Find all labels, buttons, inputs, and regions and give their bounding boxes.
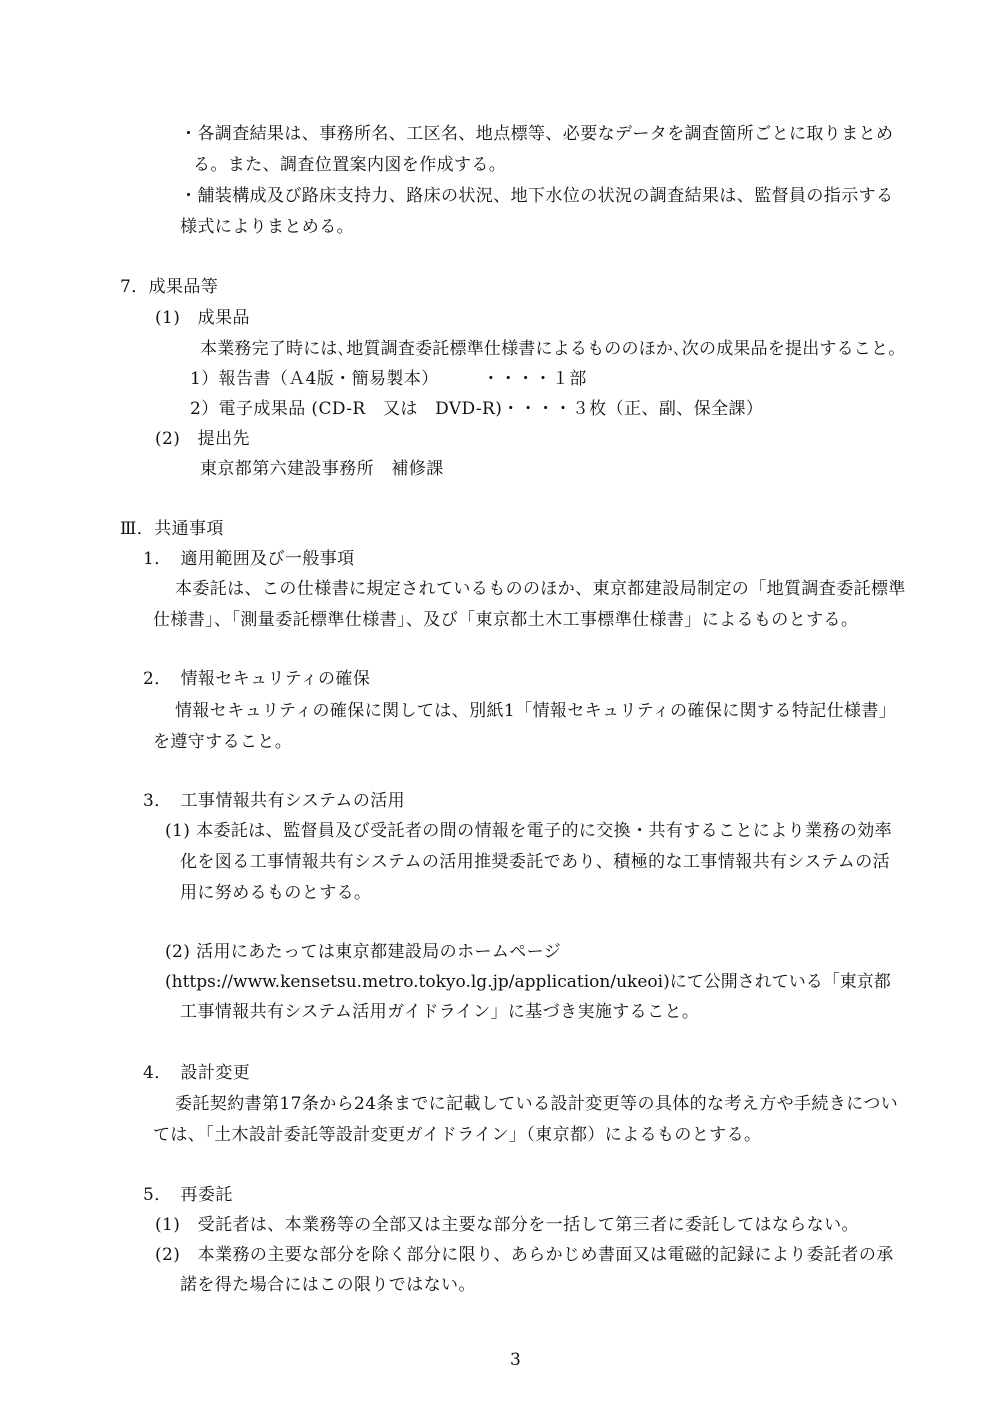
sub-heading: (1) 成果品 [155,308,250,328]
body-line: 様式によりまとめる。 [180,217,354,237]
body-line: ・舗装構成及び路床支持力、路床の状況、地下水位の状況の調査結果は、監督員の指示する [180,186,894,206]
section-heading: Ⅲ．共通事項 [120,519,224,539]
body-line: ては、「土木設計委託等設計変更ガイドライン」（東京都）によるものとする。 [153,1125,762,1145]
sub-heading: 4． 設計変更 [143,1063,251,1083]
body-line: (2) 活用にあたっては東京都建設局のホームページ [165,942,562,962]
body-line: る。また、調査位置案内図を作成する。 [193,155,507,175]
url-line: (https://www.kensetsu.metro.tokyo.lg.jp/application/ukeoi)にて公開されている「東京都 [165,972,891,992]
body-line: 情報セキュリティの確保に関しては、別紙1「情報セキュリティの確保に関する特記仕様書」 [175,701,897,721]
page-number: 3 [510,1350,522,1370]
list-item: 2）電子成果品 (CD-R 又は DVD-R)・・・・３枚（正、副、保全課） [190,399,764,419]
sub-heading: (2) 提出先 [155,429,250,449]
body-line: 仕様書」、「測量委託標準仕様書」、及び「東京都土木工事標準仕様書」によるものとする。 [153,610,859,630]
body-line: (1) 受託者は、本業務等の全部又は主要な部分を一括して第三者に委託してはならない。 [155,1215,859,1235]
sub-heading: 2． 情報セキュリティの確保 [143,669,371,689]
body-line: 用に努めるものとする。 [180,883,372,903]
body-line: 東京都第六建設事務所 補修課 [200,459,444,479]
sub-heading: 5． 再委託 [143,1185,233,1205]
body-line: ・各調査結果は、事務所名、工区名、地点標等、必要なデータを調査箇所ごとに取りまとめ [180,124,894,144]
list-item: 1）報告書（Ａ4版・簡易製本） ・・・・１部 [190,369,587,389]
body-line: (2) 本業務の主要な部分を除く部分に限り、あらかじめ書面又は電磁的記録により委託者の承 [155,1245,894,1265]
body-line: (1) 本委託は、監督員及び受託者の間の情報を電子的に交換・共有することにより業務の効率 [165,821,893,841]
section-heading: 7．成果品等 [120,277,219,297]
body-line: を遵守すること。 [153,732,293,752]
body-line: 化を図る工事情報共有システムの活用推奨委託であり、積極的な工事情報共有システムの活 [180,852,890,872]
body-line: 委託契約書第17条から24条までに記載している設計変更等の具体的な考え方や手続きについ [175,1094,899,1114]
body-line: 本業務完了時には､地質調査委託標準仕様書によるもののほか､次の成果品を提出すること。 [200,339,906,359]
sub-heading: 1． 適用範囲及び一般事項 [143,549,355,569]
body-line: 諾を得た場合にはこの限りではない。 [180,1275,476,1295]
sub-heading: 3． 工事情報共有システムの活用 [143,791,406,811]
body-line: 工事情報共有システム活用ガイドライン」に基づき実施すること。 [180,1002,700,1022]
body-line: 本委託は、この仕様書に規定されているもののほか、東京都建設局制定の「地質調査委託標準 [175,579,906,599]
